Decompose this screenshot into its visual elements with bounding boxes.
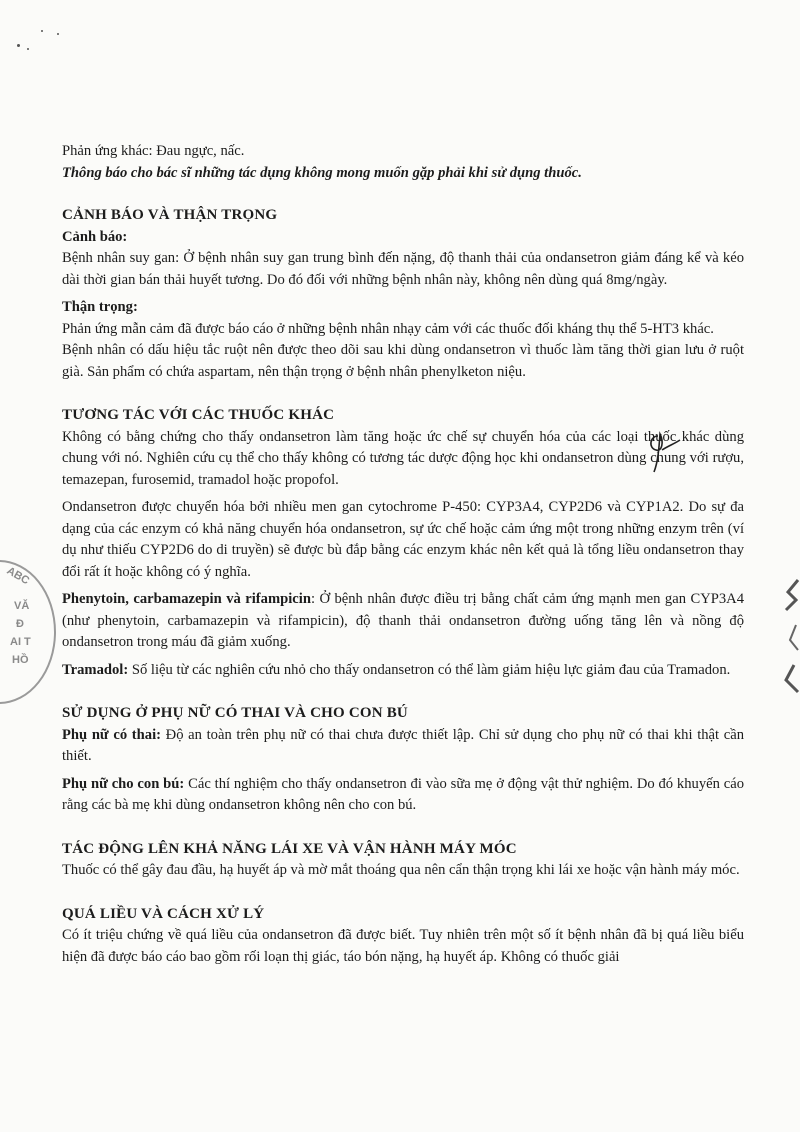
warning-text: Bệnh nhân suy gan: Ở bệnh nhân suy gan trung bình đến nặng, độ thanh thải của ondansetron giảm đáng kể và kéo dài thời gian bán thải huyết tương. Do đó đối với những bệnh nhân này, không nên dùng quá 8mg/ngày.	[62, 250, 744, 288]
section-heading-interactions: TƯƠNG TÁC VỚI CÁC THUỐC KHÁC	[62, 407, 335, 423]
paragraph-text: : Ở bệnh nhân được điều trị bằng chất cảm ứng mạnh men gan CYP3A4 (như phenytoin, carbamazepin và rifampicin), độ thanh thải ondansetron đường uống tăng lên và nồng độ ondansetron trong máu đã giảm xuống.	[62, 591, 744, 650]
section-heading-overdose: QUÁ LIỀU VÀ CÁCH XỬ LÝ	[62, 905, 265, 922]
stamp-right-edge	[780, 570, 800, 700]
stamp-text: ABC	[4, 564, 32, 588]
stamp-text: AI T	[10, 636, 31, 648]
paragraph-text: Các thí nghiệm cho thấy ondansetron đi vào sữa mẹ ở động vật thử nghiệm. Do đó khuyến cáo rằng các bà mẹ khi dùng ondansetron không nên cho con bú.	[62, 775, 744, 813]
overdose-text: Có ít triệu chứng về quá liều của ondansetron đã được biết. Tuy nhiên trên một số ít bệnh nhân đã bị quá liều biểu hiện đã được báo cáo bao gồm rối loạn thị giác, táo bón nặng, hạ huyết áp. Không có thuốc giải	[62, 927, 744, 965]
stamp-text: VĂ	[14, 600, 30, 612]
scan-speck	[27, 48, 29, 50]
caution-label: Thận trọng:	[62, 299, 138, 315]
section-heading-warnings: CẢNH BÁO VÀ THẬN TRỌNG	[62, 207, 278, 223]
stamp-text: Đ	[16, 618, 24, 630]
scan-speck	[41, 30, 43, 32]
interactions-paragraph: Không có bằng chứng cho thấy ondansetron làm tăng hoặc ức chế sự chuyển hóa của các loại thuốc khác dùng chung với nó. Nghiên cứu cụ thể cho thấy không có tương tác dược động học khi ondansetron dùng chung với rượu, temazepan, furosemid, tramadol hoặc propofol.	[62, 428, 744, 488]
paragraph-label: Phenytoin, carbamazepin và rifampicin	[62, 591, 311, 607]
scan-speck	[57, 33, 59, 35]
warning-label: Cảnh báo:	[62, 228, 128, 245]
notice-text: Thông báo cho bác sĩ những tác dụng không mong muốn gặp phải khi sử dụng thuốc.	[62, 164, 582, 181]
interactions-paragraph: Ondansetron được chuyển hóa bởi nhiều men gan cytochrome P-450: CYP3A4, CYP2D6 và CYP1A2. Do sự đa dạng của các enzym có khả năng chuyển hóa ondansetron, sự ức chế hoặc cảm ứng một trong những enzym trên (ví dụ như thiếu CYP2D6 do di truyền) sẽ được bù đắp bằng các enzym khác nên kết quả là tổng liều ondansetron thay đổi rất ít hoặc không có ý nghĩa.	[62, 499, 744, 580]
paragraph-label: Phụ nữ cho con bú:	[62, 775, 185, 792]
driving-text: Thuốc có thể gây đau đầu, hạ huyết áp và mờ mắt thoáng qua nên cẩn thận trọng khi lái xe hoặc vận hành máy móc.	[62, 862, 740, 878]
paragraph-text: Số liệu từ các nghiên cứu nhỏ cho thấy ondansetron có thể làm giảm hiệu lực giảm đau của Tramadon.	[128, 661, 731, 678]
pregnancy-paragraph	[62, 774, 744, 817]
section-heading-driving: TÁC ĐỘNG LÊN KHẢ NĂNG LÁI XE VÀ VẬN HÀNH MÁY MÓC	[62, 840, 517, 857]
stamp-text: HỒ	[12, 654, 29, 666]
stamp-left	[0, 560, 56, 704]
caution-text: Phản ứng mẫn cảm đã được báo cáo ở những bệnh nhân nhạy cảm với các thuốc đối kháng thụ thể 5-HT3 khác.	[62, 320, 714, 337]
pregnancy-paragraph	[62, 725, 744, 768]
paragraph-text: Độ an toàn trên phụ nữ có thai chưa được thiết lập. Chỉ sử dụng cho phụ nữ có thai khi thật cần thiết.	[62, 726, 744, 764]
scan-speck	[17, 44, 20, 47]
interactions-paragraph	[62, 660, 744, 682]
paragraph-label: Tramadol:	[62, 661, 129, 678]
caution-text: Bệnh nhân có dấu hiệu tắc ruột nên được theo dõi sau khi dùng ondansetron vì thuốc làm tăng thời gian lưu ở ruột già. Sản phẩm có chứa aspartam, nên thận trọng ở bệnh nhân phenylketon niệu.	[62, 342, 744, 380]
section-heading-pregnancy: SỬ DỤNG Ở PHỤ NỮ CÓ THAI VÀ CHO CON BÚ	[62, 705, 408, 721]
other-reactions: Phản ứng khác: Đau ngực, nấc.	[62, 143, 245, 159]
paragraph-label: Phụ nữ có thai:	[62, 726, 161, 743]
interactions-paragraph	[62, 589, 744, 654]
document-body	[62, 141, 744, 968]
